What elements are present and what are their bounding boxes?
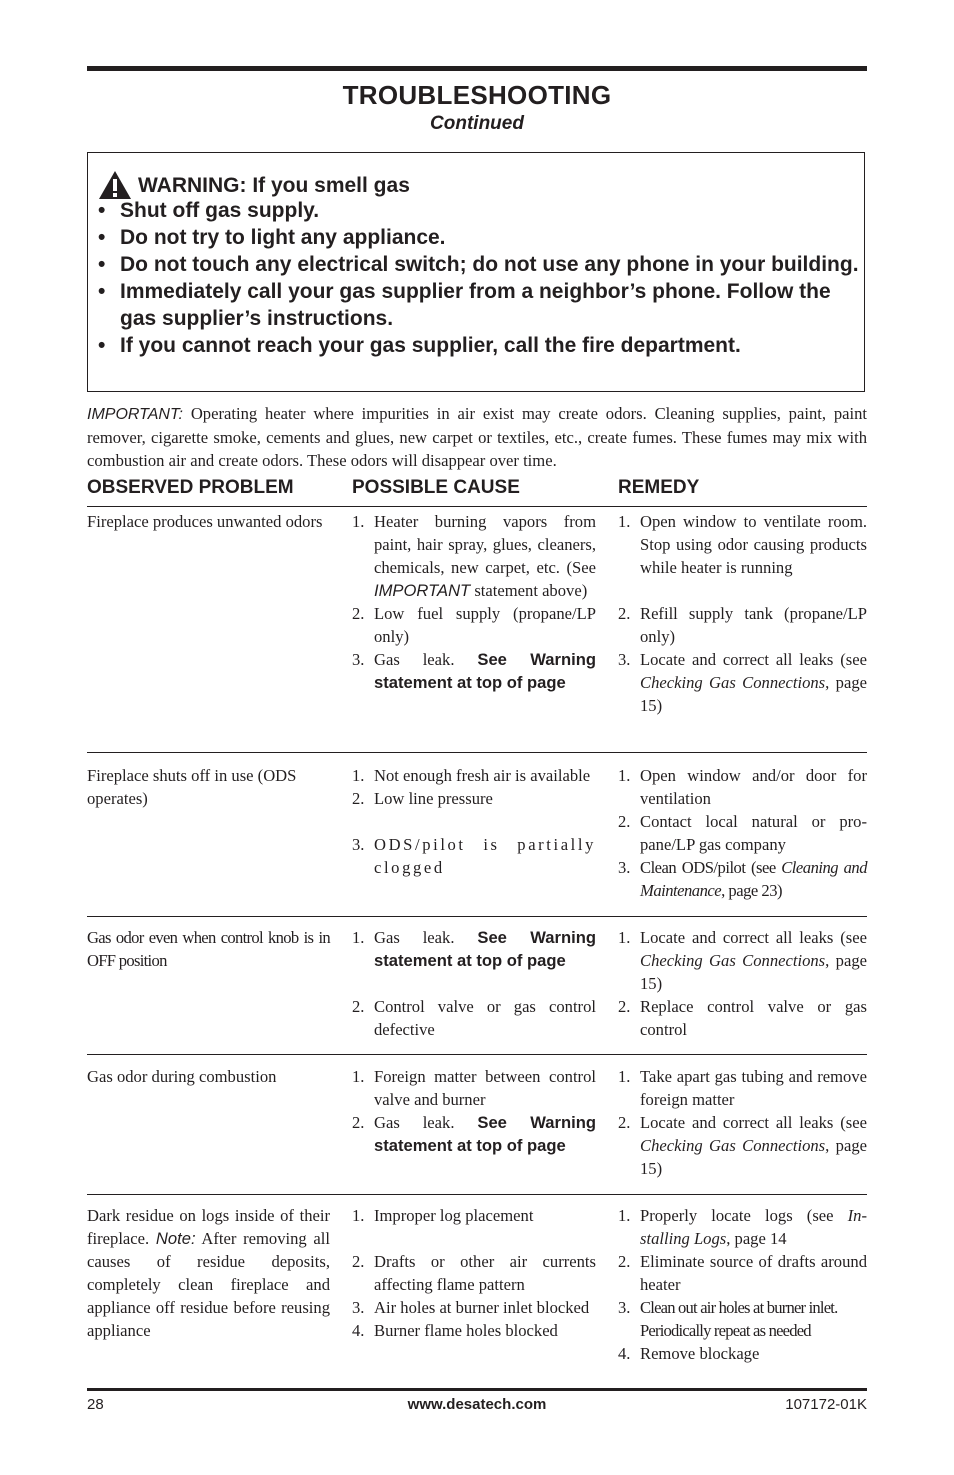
problem-cell: Gas odor during combustion — [87, 1067, 277, 1086]
list-item: 2. Eliminate source of drafts around heater — [618, 1252, 867, 1294]
warning-item: • Immediately call your gas supplier from a neighbor’s phone. Follow the gas supplier’s instructions. — [98, 280, 831, 330]
row-divider — [87, 1194, 867, 1195]
column-header-problem: OBSERVED PROBLEM — [87, 477, 294, 498]
problem-cell: Gas odor even when control knob is in OFF position — [87, 928, 330, 970]
list-item: 3. Clean ODS/pilot (see Cleaning and Maintenance, page 23) — [618, 858, 867, 900]
list-item: 3. Locate and correct all leaks (see Checking Gas Connections, page 15) — [618, 650, 867, 715]
cause-cell — [352, 764, 596, 879]
warning-list — [98, 197, 860, 359]
list-item: 1. Take apart gas tubing and remove foreign matter — [618, 1067, 867, 1109]
warning-box — [87, 152, 865, 392]
remedy-cell — [618, 764, 867, 902]
row-divider — [87, 1054, 867, 1055]
cause-cell — [352, 1065, 596, 1157]
warning-heading-text: WARNING: If you smell gas — [138, 173, 410, 197]
list-item: 2. Low line pressure — [352, 789, 493, 808]
list-item: 2. Contact local natural or propane/LP gas company — [618, 812, 867, 854]
important-label: IMPORTANT: — [87, 406, 183, 423]
list-item: 2. Replace control valve or gas control — [618, 997, 867, 1039]
warning-heading — [98, 170, 410, 200]
list-item: 2. Low fuel supply (propane/LP only) — [352, 604, 596, 646]
list-item: 1. Foreign matter between control valve and burner — [352, 1067, 596, 1109]
list-item: 1. Properly locate logs (see Installing Logs, page 14 — [618, 1206, 867, 1248]
cause-cell — [352, 510, 596, 694]
list-item: 3. ODS/pilot is partially clogged — [352, 835, 596, 877]
remedy-cell — [618, 1204, 867, 1365]
list-item: 4. Burner flame holes blocked — [352, 1321, 558, 1340]
remedy-cell — [618, 1065, 867, 1180]
list-item: 1. Open window and/or door for ventilation — [618, 766, 867, 808]
list-item: 1. Locate and correct all leaks (see Checking Gas Connections, page 15) — [618, 928, 867, 993]
problem-cell: Fireplace produces unwanted odors — [87, 512, 323, 531]
row-divider — [87, 916, 867, 917]
cause-cell — [352, 926, 596, 1041]
remedy-cell — [618, 926, 867, 1041]
warning-item: • Do not try to light any appliance. — [98, 226, 446, 249]
problem-cell: Dark residue on logs inside of their fireplace. Note: After removing all causes of residue deposits, completely clean fireplace and appliance off residue before reusing appliance — [87, 1206, 330, 1340]
row-divider — [87, 752, 867, 753]
list-item: 2. Control valve or gas control defective — [352, 997, 596, 1039]
bottom-rule — [87, 1388, 867, 1391]
important-note — [87, 402, 867, 472]
problem-cell: Fireplace shuts off in use (ODS operates) — [87, 766, 297, 808]
warning-item: • Shut off gas supply. — [98, 199, 320, 222]
list-item: 1. Improper log placement — [352, 1206, 534, 1225]
list-item: 2. Locate and correct all leaks (see Checking Gas Connections, page 15) — [618, 1113, 867, 1178]
list-item: 4. Remove blockage — [618, 1344, 760, 1363]
page-number: 28 — [87, 1396, 104, 1413]
note-label: Note: — [155, 1229, 196, 1248]
warning-item: • If you cannot reach your gas supplier, call the fire department. — [98, 334, 741, 357]
website-url: www.desatech.com — [407, 1396, 547, 1413]
list-item: 2. Refill supply tank (propane/LP only) — [618, 604, 867, 646]
important-text: Operating heater where impurities in air exist may create odors. Cleaning supplies, paint, paint remover, cigarette smoke, cements and glues, new carpet or textiles, etc., create fumes. These fumes may mix with combustion air and create odors. These odors will disappear over time. — [87, 404, 868, 470]
top-rule — [87, 66, 867, 71]
warning-item: • Do not touch any electrical switch; do not use any phone in your building. — [98, 253, 859, 276]
cause-cell — [352, 1204, 596, 1342]
list-item: 2. Drafts or other air currents affecting flame pattern — [352, 1252, 596, 1294]
list-item: 1. Open window to ventilate room. Stop using odor causing products while heater is running — [618, 512, 867, 577]
column-header-remedy: REMEDY — [618, 477, 700, 498]
document-number: 107172-01K — [785, 1396, 867, 1413]
list-item: 3. Air holes at burner inlet blocked — [352, 1298, 590, 1317]
list-item: 3. Clean out air holes at burner inlet. Periodically repeat as needed — [618, 1298, 838, 1340]
column-header-cause: POSSIBLE CAUSE — [352, 477, 520, 498]
list-item: 3. Gas leak. See Warning statement at top of page — [352, 650, 597, 692]
page-title: TROUBLESHOOTING — [342, 80, 612, 110]
warning-triangle-icon — [98, 170, 132, 200]
header-divider — [87, 506, 867, 507]
list-item: 2. Gas leak. See Warning statement at top of page — [352, 1113, 597, 1155]
list-item: 1. Heater burning vapors from paint, hair spray, glues, cleaners, chemicals, new carpet, etc. (See IMPORTANT statement above) — [352, 512, 596, 600]
page-subtitle: Continued — [430, 113, 524, 134]
remedy-cell — [618, 510, 867, 717]
list-item: 1. Not enough fresh air is available — [352, 766, 591, 785]
list-item: 1. Gas leak. See Warning statement at top of page — [352, 928, 597, 970]
